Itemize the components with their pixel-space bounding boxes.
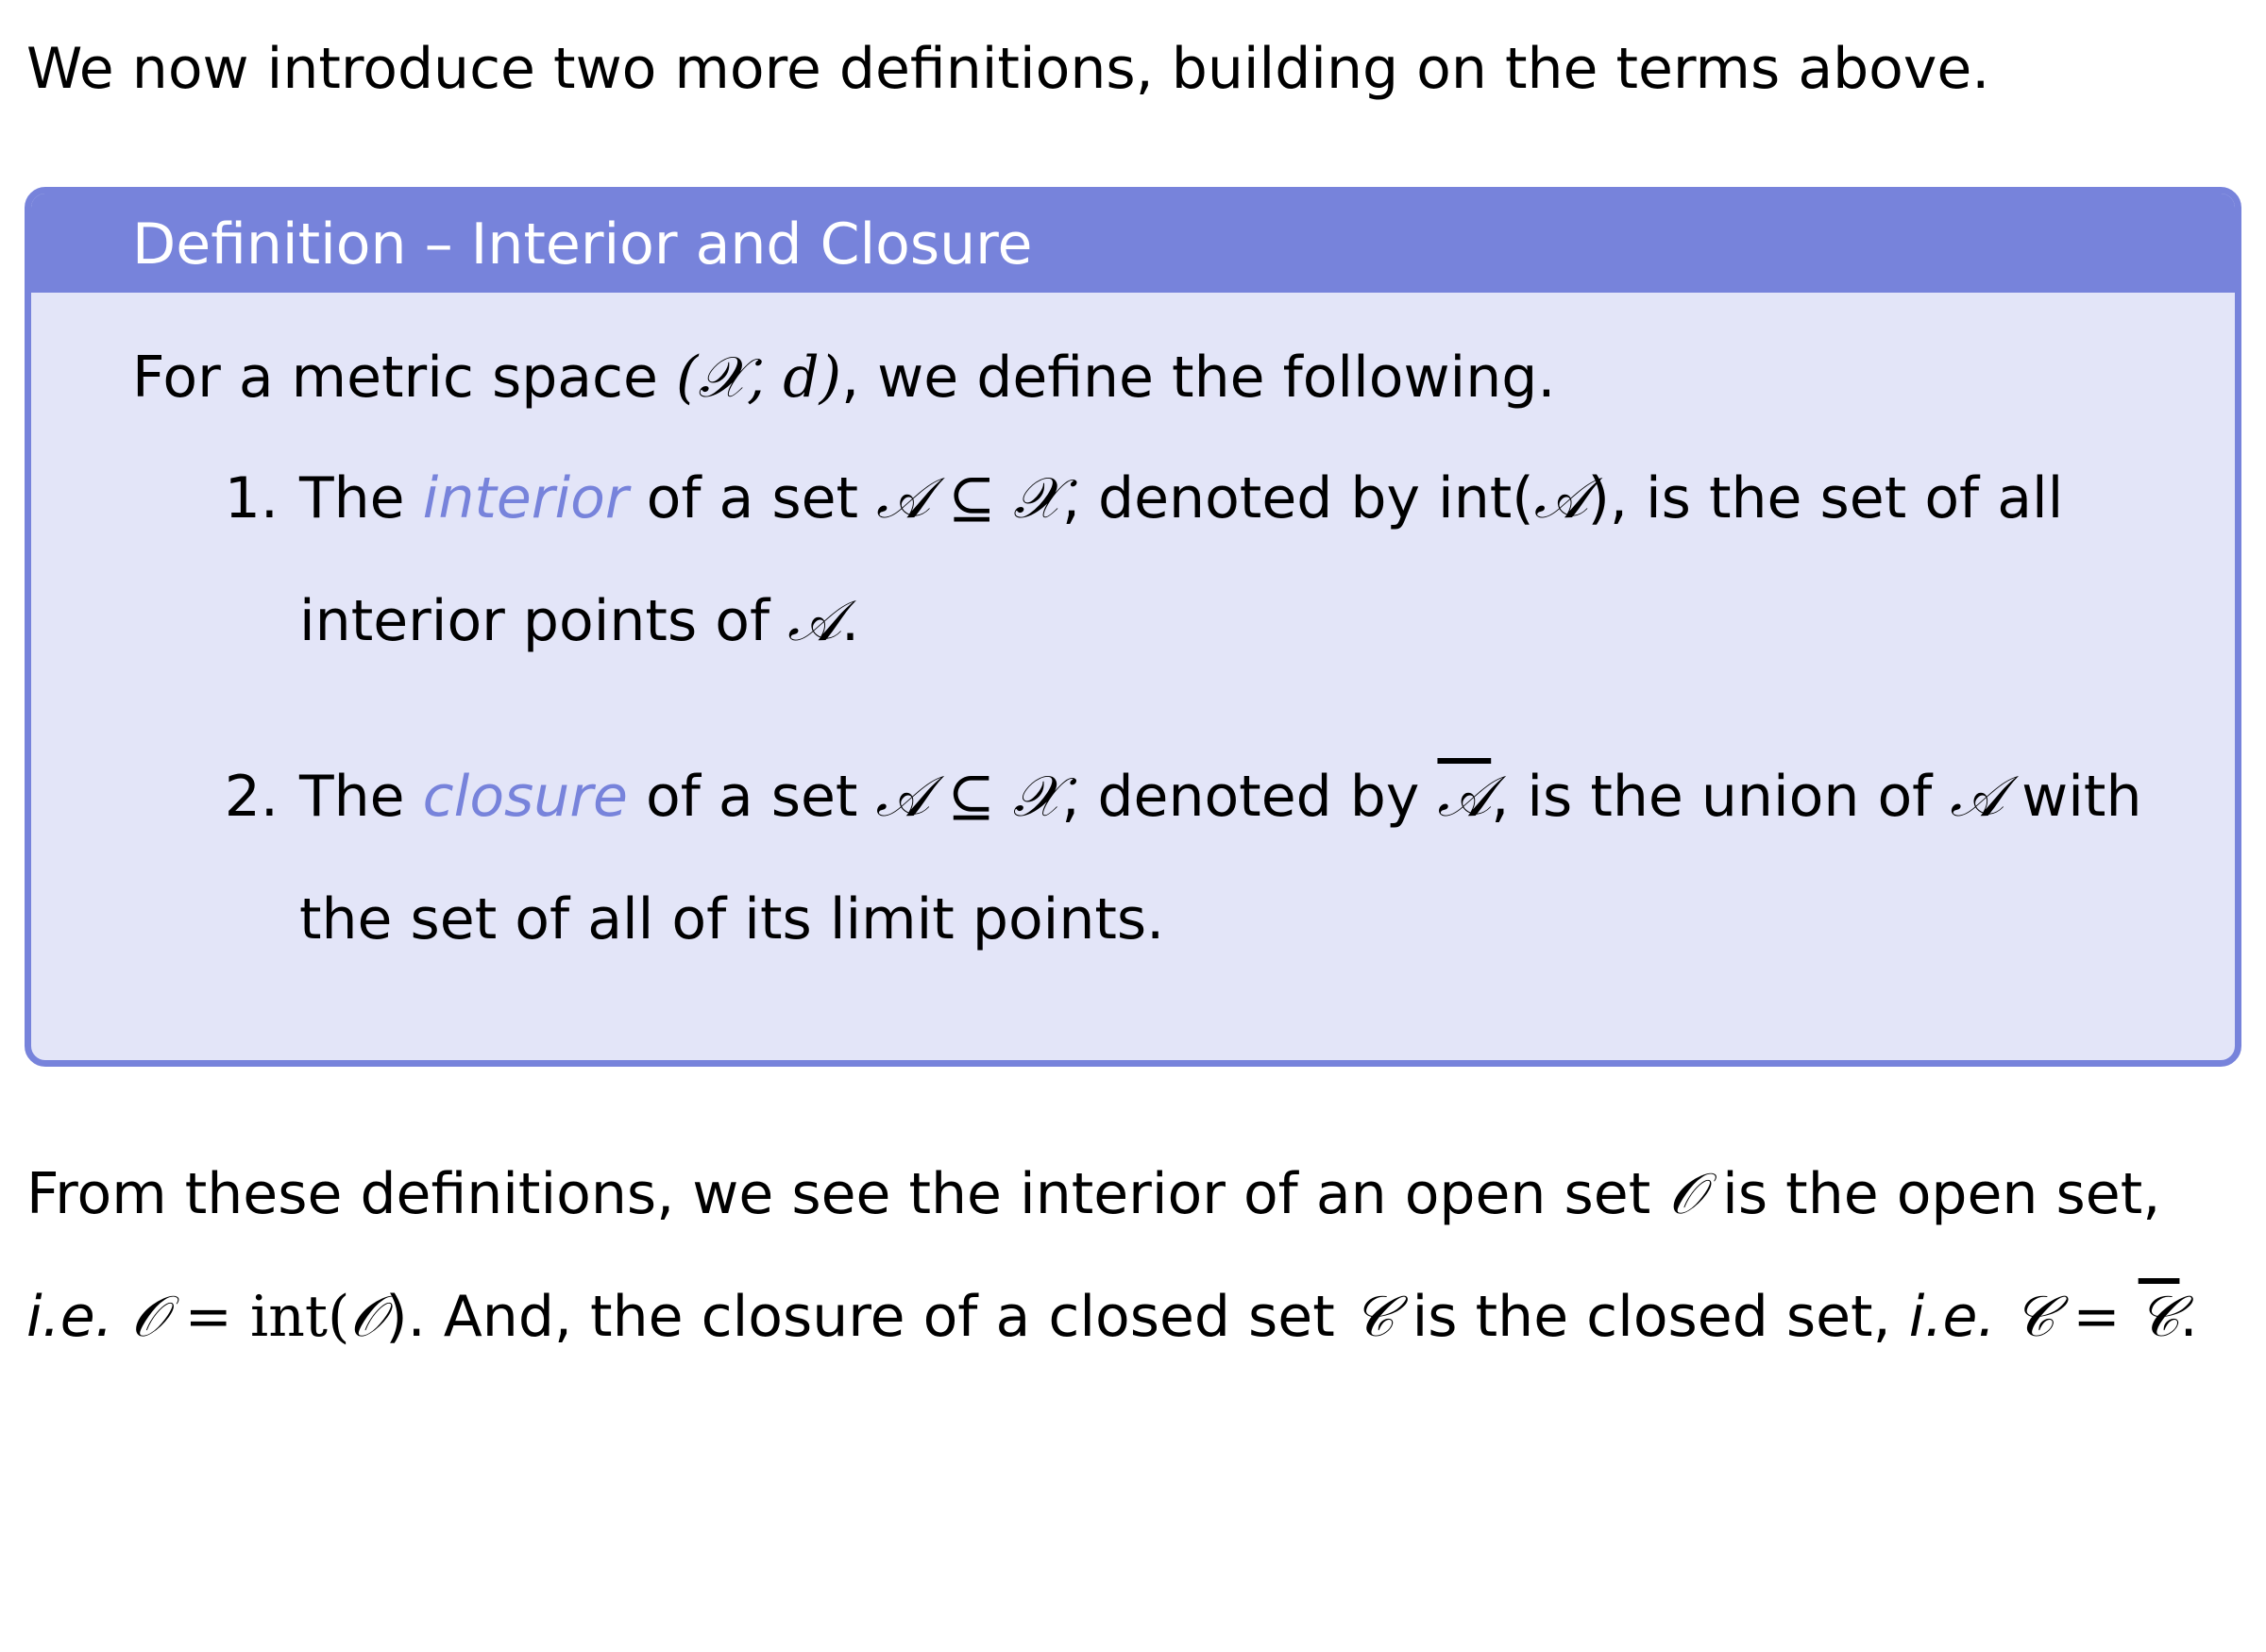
outro-math: 𝒪 = [112, 1284, 251, 1350]
term-interior: interior [422, 465, 629, 531]
item-math: 𝒜 ⊆ 𝒳 [875, 764, 1062, 830]
intro-paragraph: We now introduce two more definitions, building on the terms above. [26, 36, 1990, 102]
outro-text: . [2179, 1284, 2198, 1350]
item-text: with the set of all of its limit points. [299, 764, 2142, 952]
item-text: The [299, 764, 423, 830]
list-number: 1. [224, 465, 279, 531]
lead-math: (𝒳, d) [676, 345, 842, 411]
outro-paragraph [26, 1133, 2245, 1378]
definition-item-closure [198, 735, 2150, 981]
term-closure: closure [422, 764, 628, 830]
lead-text: , we define the following. [841, 345, 1556, 411]
item-text: of a set [627, 764, 876, 830]
item-text: of a set [628, 465, 877, 531]
outro-ie: i.e. [1908, 1284, 1996, 1350]
outro-math: 𝒪 [349, 1284, 386, 1350]
item-math: 𝒜 [1950, 764, 2004, 830]
lead-text: For a metric space [132, 345, 677, 411]
item-text: . [840, 588, 860, 654]
outro-text: is the open set, [1704, 1161, 2161, 1227]
definition-box [25, 187, 2241, 1067]
definition-header [31, 194, 2235, 293]
closure-symbol: 𝒜 [1437, 764, 1492, 830]
definition-title: Definition – Interior and Closure [132, 211, 1033, 278]
outro-text: From these definitions, we see the interior of an open set [26, 1161, 1669, 1227]
item-math: 𝒜 ⊆ 𝒳 [876, 465, 1062, 531]
item-text: The [299, 465, 423, 531]
outro-ie: i.e. [26, 1284, 113, 1350]
outro-text: is the closed set, [1394, 1284, 1909, 1350]
outro-math: 𝒞 [1352, 1284, 1395, 1350]
item-text: , denoted by int( [1061, 465, 1534, 531]
outro-math: 𝒪 [1668, 1161, 1705, 1227]
item-math: 𝒜 [787, 588, 841, 654]
outro-math: 𝒞 = [1995, 1284, 2139, 1350]
outro-math-upright: int( [250, 1284, 350, 1350]
item-text: , is the union of [1491, 764, 1951, 830]
definition-item-text [299, 735, 2150, 981]
item-text: ), is the set of all interior points of [299, 465, 2064, 654]
item-text: , denoted by [1061, 764, 1438, 830]
definition-item-interior [198, 437, 2150, 683]
definition-item-text [299, 437, 2150, 683]
list-number: 2. [224, 764, 279, 830]
item-math: 𝒜 [1533, 465, 1588, 531]
closure-symbol: 𝒞 [2138, 1284, 2180, 1350]
outro-text: ). And, the closure of a closed set [385, 1284, 1353, 1350]
definition-lead [132, 335, 1555, 420]
